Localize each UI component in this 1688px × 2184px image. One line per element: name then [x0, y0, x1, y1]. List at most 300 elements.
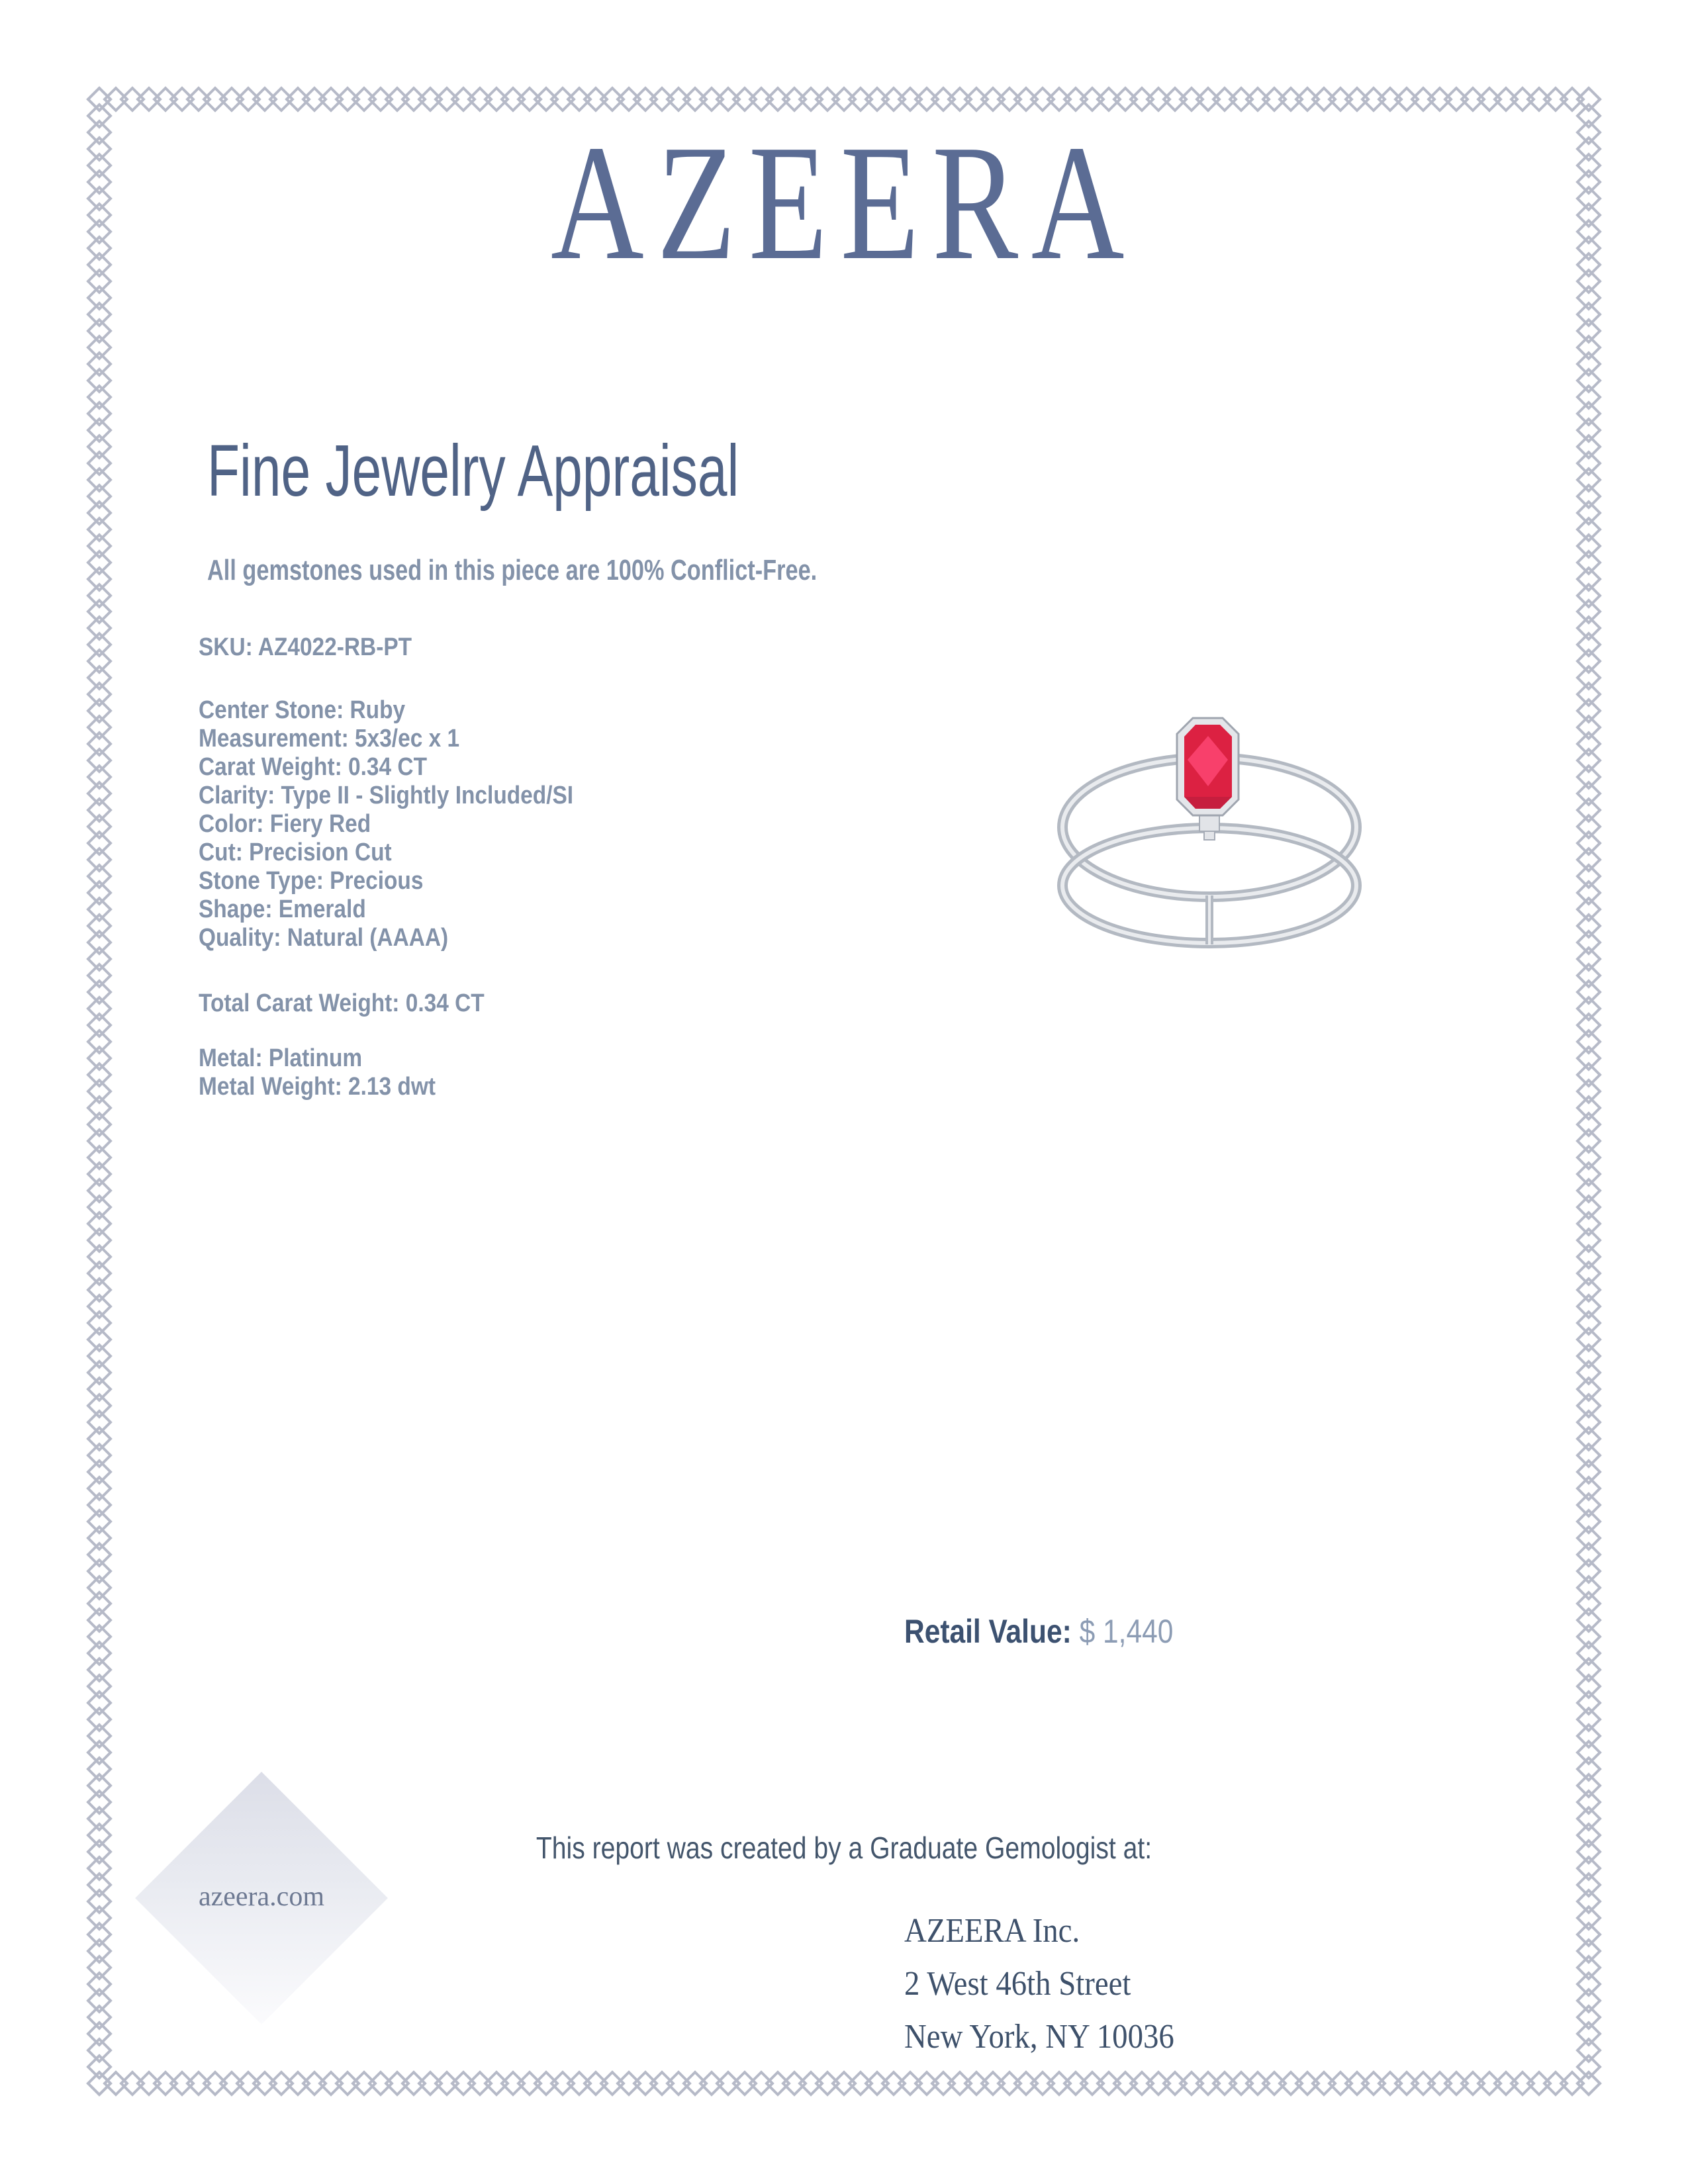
border-diamond	[86, 830, 113, 856]
border-diamond	[665, 86, 692, 113]
border-diamond	[1129, 2070, 1155, 2097]
border-diamond	[86, 351, 113, 377]
border-diamond	[86, 1392, 113, 1419]
retail-value-amount: $ 1,440	[1079, 1613, 1174, 1650]
border-diamond	[367, 86, 394, 113]
border-diamond	[1575, 1574, 1602, 1601]
border-diamond	[86, 1326, 113, 1353]
border-diamond	[86, 649, 113, 675]
border-diamond	[1575, 1641, 1602, 1667]
border-diamond	[434, 86, 460, 113]
border-diamond	[1575, 1244, 1602, 1270]
border-diamond	[616, 86, 642, 113]
border-diamond	[86, 1805, 113, 1832]
border-diamond	[86, 417, 113, 443]
border-diamond	[748, 86, 774, 113]
border-diamond	[930, 86, 957, 113]
border-diamond	[86, 1921, 113, 1948]
border-diamond	[1062, 86, 1089, 113]
border-diamond	[1195, 2070, 1221, 2097]
border-diamond	[86, 268, 113, 295]
border-diamond	[86, 846, 113, 873]
border-diamond	[1575, 896, 1602, 923]
border-diamond	[814, 2070, 841, 2097]
border-diamond	[1575, 1558, 1602, 1584]
border-diamond	[86, 318, 113, 344]
border-diamond	[86, 1095, 113, 1121]
border-diamond	[434, 2070, 460, 2097]
border-diamond	[1559, 86, 1585, 113]
border-diamond	[318, 86, 344, 113]
border-diamond	[1211, 2070, 1238, 2097]
border-diamond	[86, 2054, 113, 2080]
border-diamond	[86, 946, 113, 972]
border-diamond	[1460, 86, 1486, 113]
border-diamond	[1575, 1674, 1602, 1700]
border-diamond	[86, 1244, 113, 1270]
border-diamond	[1145, 86, 1172, 113]
border-diamond	[996, 2070, 1023, 2097]
border-diamond	[1575, 649, 1602, 675]
bezel-tab	[1199, 815, 1219, 831]
border-diamond	[86, 1674, 113, 1700]
border-diamond	[698, 86, 725, 113]
border-diamond	[1575, 2021, 1602, 2047]
border-diamond	[1476, 2070, 1503, 2097]
border-diamond	[1575, 1707, 1602, 1733]
border-diamond	[86, 218, 113, 245]
border-diamond	[1261, 86, 1288, 113]
border-diamond	[1493, 2070, 1519, 2097]
border-diamond	[86, 764, 113, 791]
border-diamond	[1575, 698, 1602, 725]
border-diamond	[798, 2070, 824, 2097]
border-diamond	[1278, 86, 1304, 113]
border-diamond	[252, 2070, 278, 2097]
border-diamond	[583, 86, 609, 113]
border-diamond	[86, 896, 113, 923]
border-diamond	[136, 86, 162, 113]
border-diamond	[731, 86, 758, 113]
border-diamond	[1575, 1690, 1602, 1717]
border-diamond	[1575, 946, 1602, 972]
border-diamond	[450, 86, 477, 113]
border-diamond	[1575, 1591, 1602, 1617]
border-diamond	[500, 86, 526, 113]
border-diamond	[1575, 1888, 1602, 1915]
border-diamond	[1575, 1277, 1602, 1303]
border-diamond	[1344, 2070, 1370, 2097]
stone-detail-line: Carat Weight: 0.34 CT	[199, 753, 428, 781]
border-diamond	[152, 86, 179, 113]
border-diamond	[1575, 1045, 1602, 1071]
border-diamond	[86, 1227, 113, 1253]
border-diamond	[1096, 86, 1122, 113]
border-diamond	[86, 682, 113, 708]
border-diamond	[1311, 86, 1337, 113]
border-diamond	[1575, 731, 1602, 758]
border-diamond	[86, 1723, 113, 1750]
border-diamond	[86, 1111, 113, 1138]
border-diamond	[1526, 2070, 1552, 2097]
border-diamond	[1575, 1111, 1602, 1138]
stone-detail-line: Clarity: Type II - Slightly Included/SI	[199, 782, 574, 809]
border-diamond	[86, 549, 113, 576]
border-diamond	[86, 301, 113, 328]
border-diamond	[1460, 2070, 1486, 2097]
border-diamond	[1228, 2070, 1254, 2097]
border-diamond	[86, 202, 113, 228]
border-diamond	[914, 86, 940, 113]
border-diamond	[1575, 1326, 1602, 1353]
border-diamond	[1211, 86, 1238, 113]
border-diamond	[533, 86, 559, 113]
border-diamond	[86, 1442, 113, 1469]
border-diamond	[86, 1062, 113, 1088]
border-diamond	[516, 86, 543, 113]
border-diamond	[947, 2070, 973, 2097]
border-diamond	[1393, 2070, 1420, 2097]
border-diamond	[1575, 1789, 1602, 1815]
border-diamond	[1575, 599, 1602, 625]
border-diamond	[1493, 86, 1519, 113]
border-diamond	[1178, 2070, 1205, 2097]
border-diamond	[616, 2070, 642, 2097]
border-diamond	[1575, 1822, 1602, 1848]
border-diamond	[1443, 86, 1470, 113]
border-diamond	[781, 2070, 808, 2097]
border-diamond	[86, 1608, 113, 1634]
border-diamond	[1244, 86, 1271, 113]
border-diamond	[1575, 2037, 1602, 2064]
border-diamond	[599, 86, 626, 113]
border-diamond	[86, 169, 113, 195]
border-diamond	[1575, 1987, 1602, 2014]
stone-detail-line: Quality: Natural (AAAA)	[199, 924, 449, 952]
border-diamond	[367, 2070, 394, 2097]
border-diamond	[996, 86, 1023, 113]
border-diamond	[1410, 86, 1436, 113]
border-diamond	[1575, 1343, 1602, 1369]
border-diamond	[86, 1888, 113, 1915]
border-diamond	[1575, 1392, 1602, 1419]
border-diamond	[731, 2070, 758, 2097]
border-diamond	[218, 2070, 245, 2097]
border-diamond	[86, 1078, 113, 1105]
stone-detail-line: Center Stone: Ruby	[199, 696, 406, 724]
border-diamond	[1575, 400, 1602, 427]
border-diamond	[1575, 1954, 1602, 1981]
retail-value-label: Retail Value:	[904, 1613, 1072, 1650]
border-diamond	[384, 2070, 410, 2097]
border-diamond	[897, 2070, 923, 2097]
border-diamond	[86, 962, 113, 989]
border-diamond	[500, 2070, 526, 2097]
border-diamond	[798, 86, 824, 113]
border-diamond	[86, 813, 113, 840]
border-diamond	[86, 1756, 113, 1783]
border-diamond	[963, 86, 990, 113]
border-diamond	[86, 433, 113, 460]
border-diamond	[1575, 2004, 1602, 2030]
border-diamond	[897, 86, 923, 113]
border-diamond	[1013, 2070, 1039, 2097]
border-diamond	[1377, 2070, 1403, 2097]
border-diamond	[632, 2070, 659, 2097]
border-diamond	[86, 1144, 113, 1171]
border-diamond	[1261, 2070, 1288, 2097]
border-diamond	[781, 86, 808, 113]
border-diamond	[1575, 1508, 1602, 1535]
border-diamond	[1575, 1905, 1602, 1931]
border-diamond	[86, 632, 113, 659]
border-diamond	[715, 2070, 741, 2097]
border-diamond	[1575, 582, 1602, 609]
border-diamond	[682, 86, 708, 113]
border-diamond	[86, 1839, 113, 1865]
border-diamond	[86, 731, 113, 758]
border-diamond	[980, 2070, 1006, 2097]
border-diamond	[1575, 1095, 1602, 1121]
border-diamond	[86, 929, 113, 956]
border-diamond	[1575, 1128, 1602, 1154]
border-diamond	[1575, 1442, 1602, 1469]
border-diamond	[86, 2070, 113, 2097]
border-diamond	[1575, 1376, 1602, 1402]
border-diamond	[1575, 682, 1602, 708]
border-diamond	[1344, 86, 1370, 113]
border-diamond	[1575, 979, 1602, 1005]
border-diamond	[169, 2070, 195, 2097]
border-diamond	[467, 86, 493, 113]
border-diamond	[1575, 1078, 1602, 1105]
border-diamond	[1079, 2070, 1105, 2097]
border-diamond	[1542, 86, 1569, 113]
border-diamond	[86, 1574, 113, 1601]
border-diamond	[1294, 86, 1321, 113]
border-diamond	[86, 1277, 113, 1303]
border-diamond	[1575, 119, 1602, 146]
border-diamond	[1377, 86, 1403, 113]
border-diamond	[831, 2070, 857, 2097]
border-diamond	[765, 86, 791, 113]
border-diamond	[86, 1905, 113, 1931]
ring-illustration	[1046, 702, 1377, 966]
border-diamond	[86, 1028, 113, 1055]
border-diamond	[1575, 334, 1602, 361]
border-diamond	[1575, 1492, 1602, 1518]
gemologist-note: This report was created by a Graduate Gemologist at:	[536, 1831, 1152, 1865]
border-diamond	[1575, 136, 1602, 162]
border-diamond	[103, 86, 129, 113]
border-diamond	[1162, 2070, 1188, 2097]
border-diamond	[1559, 2070, 1585, 2097]
border-diamond	[1575, 549, 1602, 576]
border-diamond	[682, 2070, 708, 2097]
border-diamond	[1575, 417, 1602, 443]
border-diamond	[86, 1210, 113, 1237]
border-diamond	[1327, 2070, 1354, 2097]
border-diamond	[1575, 1227, 1602, 1253]
border-diamond	[1575, 1426, 1602, 1452]
border-diamond	[86, 1475, 113, 1502]
stone-detail-line: Stone Type: Precious	[199, 867, 424, 895]
border-diamond	[235, 2070, 261, 2097]
border-diamond	[1575, 235, 1602, 261]
border-diamond	[814, 86, 841, 113]
border-diamond	[1575, 1872, 1602, 1898]
border-diamond	[1575, 764, 1602, 791]
border-diamond	[1443, 2070, 1470, 2097]
border-diamond	[86, 1641, 113, 1667]
border-diamond	[86, 1525, 113, 1551]
border-diamond	[914, 2070, 940, 2097]
border-diamond	[86, 863, 113, 889]
border-diamond	[86, 103, 113, 129]
company-address	[904, 1905, 1174, 2064]
border-diamond	[930, 2070, 957, 2097]
border-diamond	[1575, 285, 1602, 311]
metal-detail-line: Metal: Platinum	[199, 1044, 363, 1072]
border-diamond	[748, 2070, 774, 2097]
border-diamond	[1178, 86, 1205, 113]
border-diamond	[86, 2037, 113, 2064]
border-diamond	[483, 2070, 510, 2097]
border-diamond	[86, 1855, 113, 1882]
border-diamond	[1575, 880, 1602, 906]
border-diamond	[86, 516, 113, 543]
border-diamond	[1029, 86, 1056, 113]
border-diamond	[86, 185, 113, 212]
border-diamond	[1029, 2070, 1056, 2097]
border-diamond	[847, 2070, 874, 2097]
border-diamond	[86, 1591, 113, 1617]
border-diamond	[533, 2070, 559, 2097]
border-diamond	[1575, 715, 1602, 741]
border-diamond	[1575, 450, 1602, 477]
border-diamond	[86, 533, 113, 559]
border-diamond	[1526, 86, 1552, 113]
border-diamond	[1575, 1475, 1602, 1502]
company-address-line: AZEERA Inc.	[904, 1912, 1080, 1950]
border-diamond	[202, 2070, 228, 2097]
border-diamond	[649, 2070, 675, 2097]
border-diamond	[86, 1541, 113, 1568]
conflict-free-note: All gemstones used in this piece are 100% Conflict-Free.	[207, 554, 818, 586]
border-diamond	[86, 1624, 113, 1651]
border-diamond	[1509, 2070, 1536, 2097]
border-diamond	[86, 880, 113, 906]
border-diamond	[1575, 1293, 1602, 1320]
border-diamond	[1575, 1409, 1602, 1435]
border-diamond	[218, 86, 245, 113]
border-diamond	[483, 86, 510, 113]
border-diamond	[583, 2070, 609, 2097]
border-diamond	[1575, 467, 1602, 493]
border-diamond	[86, 334, 113, 361]
border-diamond	[86, 599, 113, 625]
border-diamond	[1427, 86, 1453, 113]
border-diamond	[86, 1987, 113, 2014]
metal-details	[199, 1044, 436, 1101]
border-diamond	[86, 483, 113, 510]
border-diamond	[1046, 86, 1072, 113]
metal-detail-line: Metal Weight: 2.13 dwt	[199, 1073, 436, 1101]
border-diamond	[86, 152, 113, 179]
website-link: azeera.com	[198, 1882, 324, 1912]
border-diamond	[86, 1260, 113, 1287]
border-diamond	[86, 86, 113, 113]
border-diamond	[1575, 1624, 1602, 1651]
border-diamond	[864, 2070, 890, 2097]
stone-detail-line: Shape: Emerald	[199, 895, 366, 923]
company-address-line: 2 West 46th Street	[904, 1965, 1131, 2003]
border-diamond	[1112, 2070, 1139, 2097]
border-diamond	[1542, 2070, 1569, 2097]
border-diamond	[1575, 913, 1602, 939]
border-diamond	[86, 665, 113, 692]
border-diamond	[1228, 86, 1254, 113]
border-diamond	[1360, 86, 1387, 113]
border-diamond	[86, 1558, 113, 1584]
border-diamond	[1476, 86, 1503, 113]
border-diamond	[86, 1194, 113, 1220]
border-diamond	[1575, 1971, 1602, 1997]
border-diamond	[1575, 780, 1602, 807]
border-diamond	[1062, 2070, 1089, 2097]
border-diamond	[1575, 1657, 1602, 1684]
border-diamond	[1575, 1359, 1602, 1386]
border-diamond	[119, 2070, 146, 2097]
border-diamond	[86, 797, 113, 823]
border-diamond	[1575, 516, 1602, 543]
border-diamond	[86, 1343, 113, 1369]
border-diamond	[417, 2070, 444, 2097]
border-diamond	[1575, 86, 1602, 113]
stone-details	[199, 696, 573, 952]
retail-value-line	[904, 1612, 1173, 1651]
border-diamond	[1112, 86, 1139, 113]
border-diamond	[450, 2070, 477, 2097]
border-diamond	[1575, 433, 1602, 460]
border-diamond	[831, 86, 857, 113]
border-diamond	[847, 86, 874, 113]
border-diamond	[1575, 2054, 1602, 2080]
border-diamond	[1575, 1855, 1602, 1882]
border-diamond	[86, 1128, 113, 1154]
border-diamond	[1575, 1740, 1602, 1766]
border-diamond	[980, 86, 1006, 113]
border-diamond	[1575, 1723, 1602, 1750]
border-diamond	[1575, 483, 1602, 510]
border-diamond	[1575, 2070, 1602, 2097]
border-diamond	[185, 2070, 212, 2097]
sku-line: SKU: AZ4022-RB-PT	[199, 633, 412, 661]
border-diamond	[1575, 1177, 1602, 1204]
border-diamond	[86, 86, 113, 113]
border-diamond	[86, 2070, 113, 2097]
border-diamond	[119, 86, 146, 113]
border-diamond	[715, 86, 741, 113]
border-diamond	[86, 2021, 113, 2047]
border-diamond	[318, 2070, 344, 2097]
border-diamond	[1575, 846, 1602, 873]
border-diamond	[1145, 2070, 1172, 2097]
border-diamond	[1575, 1938, 1602, 1964]
border-diamond	[566, 86, 592, 113]
border-diamond	[86, 136, 113, 162]
border-diamond	[1575, 185, 1602, 212]
